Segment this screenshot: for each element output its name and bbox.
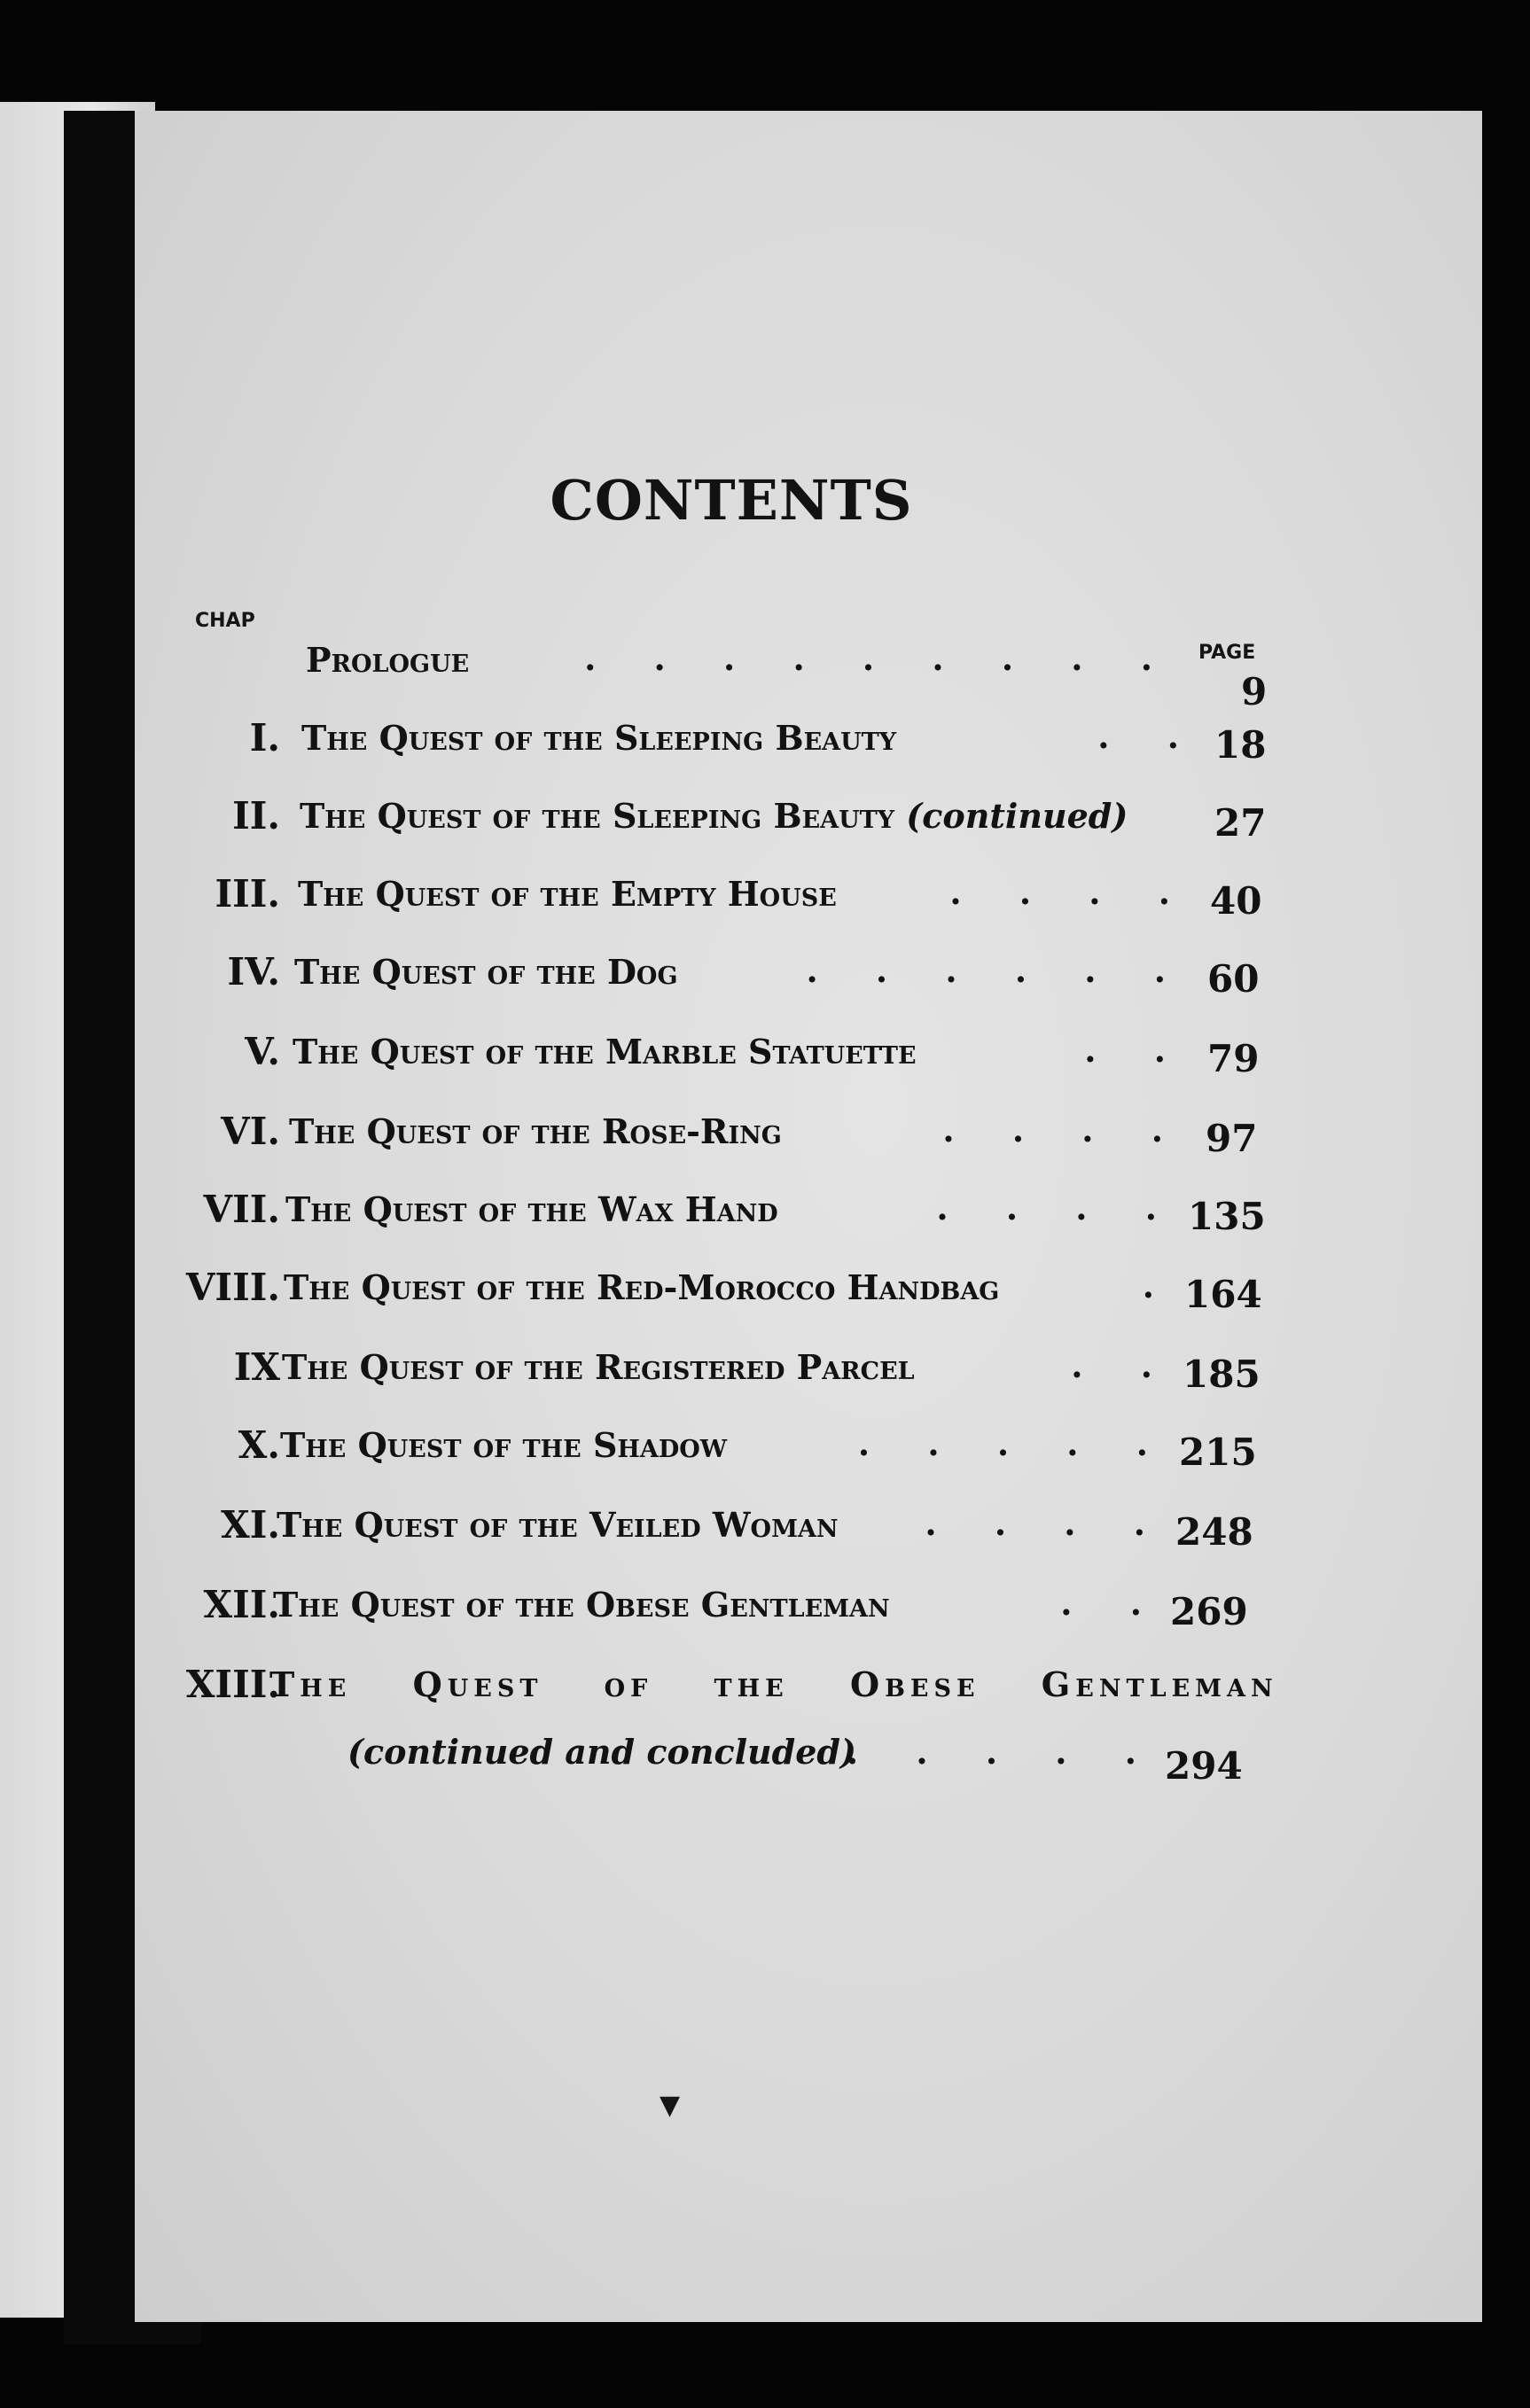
- dot-leader: . . . . .: [857, 1423, 1171, 1463]
- dot-leader: .: [1142, 1266, 1177, 1305]
- dot-leader: . . . .: [936, 1188, 1180, 1227]
- footer-ornament: ▼: [660, 2090, 681, 2121]
- toc-entry-page: 97: [1206, 1117, 1258, 1160]
- toc-entry-title: The Quest of the Sleeping Beauty: [301, 718, 897, 758]
- dot-leader: . . . . . . . . .: [584, 638, 1175, 678]
- toc-entry-page: 294: [1165, 1744, 1243, 1788]
- toc-entry-page: 185: [1183, 1352, 1261, 1396]
- toc-entry-page: 135: [1188, 1195, 1266, 1238]
- toc-entry-page: 9: [1241, 670, 1268, 713]
- toc-entry-number: VII.: [203, 1188, 280, 1231]
- toc-entry-page: 79: [1207, 1037, 1260, 1080]
- toc-entry-number: XII.: [203, 1583, 280, 1626]
- dot-leader: . . . .: [942, 1110, 1186, 1149]
- chapter-column-label: CHAP: [195, 610, 255, 632]
- toc-entry-title: The Quest of the Red-Morocco Handbag: [284, 1267, 1000, 1307]
- toc-entry-title: The Quest of the Rose-Ring: [289, 1111, 782, 1151]
- toc-entry-number: IX: [233, 1345, 280, 1389]
- toc-entry-number: XI.: [221, 1503, 280, 1547]
- dot-leader: . . . . .: [846, 1732, 1159, 1772]
- toc-entry-number: IV.: [227, 950, 280, 994]
- toc-entry-page: 60: [1207, 957, 1260, 1001]
- toc-entry-title: The Quest of the Sleeping Beauty (continued): [300, 796, 1128, 836]
- toc-entry-5: [0, 1030, 1530, 1087]
- toc-entry-1: [0, 716, 1530, 773]
- toc-entry-title: The Quest of the Veiled Woman: [277, 1505, 839, 1545]
- dot-leader: . .: [1084, 1030, 1189, 1070]
- toc-entry-page: 18: [1214, 723, 1267, 767]
- toc-entry-note: (continued and concluded): [347, 1732, 856, 1772]
- toc-entry-2: [0, 794, 1530, 851]
- dot-leader: . . . .: [949, 872, 1193, 912]
- toc-entry-7: [0, 1188, 1530, 1244]
- toc-entry-title: The Quest of the Empty House: [298, 874, 837, 914]
- toc-entry-title: The Quest of the Marble Statuette: [293, 1032, 917, 1072]
- toc-entry-page: 40: [1210, 879, 1262, 923]
- toc-entry-title: The Quest of the Wax Hand: [285, 1189, 778, 1229]
- dot-leader: . . . . . .: [806, 950, 1189, 990]
- toc-entry-title: The Quest of the Registered Parcel: [282, 1347, 915, 1387]
- toc-entry-number: XIII.: [185, 1663, 280, 1706]
- toc-entry-number: VI.: [221, 1110, 280, 1153]
- dot-leader: . .: [1071, 1345, 1175, 1385]
- toc-entry-9: [0, 1345, 1530, 1402]
- toc-entry-page: 215: [1179, 1430, 1257, 1474]
- toc-entry-page: 27: [1214, 801, 1267, 845]
- toc-entry-number: V.: [245, 1030, 280, 1073]
- toc-entry-number: X.: [238, 1423, 280, 1467]
- toc-entry-prologue: [0, 638, 1530, 713]
- toc-entry-4: [0, 950, 1530, 1007]
- toc-entry-title: Prologue: [306, 640, 470, 680]
- toc-entry-13: [0, 1663, 1530, 1719]
- toc-entry-title: The Quest of the Obese Gentleman: [273, 1585, 890, 1625]
- toc-entry-page: 248: [1175, 1510, 1253, 1554]
- toc-entry-title: The Quest of the Obese Gentleman: [269, 1664, 1278, 1704]
- page-column-label: PAGE: [1198, 642, 1256, 664]
- toc-entry-10: [0, 1423, 1530, 1480]
- dot-leader: . .: [1097, 716, 1202, 756]
- toc-entry-number: I.: [249, 716, 280, 760]
- toc-entry-3: [0, 872, 1530, 929]
- toc-entry-number: VIII.: [185, 1266, 280, 1309]
- toc-entry-8: [0, 1266, 1530, 1322]
- toc-entry-12: [0, 1583, 1530, 1640]
- dot-leader: . . . .: [925, 1503, 1168, 1543]
- toc-entry-6: [0, 1110, 1530, 1166]
- dot-leader: . .: [1060, 1583, 1165, 1623]
- toc-entry-number: III.: [215, 872, 280, 916]
- page-title: CONTENTS: [550, 468, 913, 533]
- toc-entry-page: 164: [1184, 1273, 1262, 1316]
- toc-entry-title: The Quest of the Shadow: [280, 1425, 728, 1465]
- toc-entry-page: 269: [1170, 1590, 1248, 1633]
- toc-entry-11: [0, 1503, 1530, 1560]
- toc-entry-13-continuation: [0, 1732, 1530, 1788]
- toc-entry-number: II.: [232, 794, 280, 838]
- toc-entry-title: The Quest of the Dog: [294, 952, 678, 992]
